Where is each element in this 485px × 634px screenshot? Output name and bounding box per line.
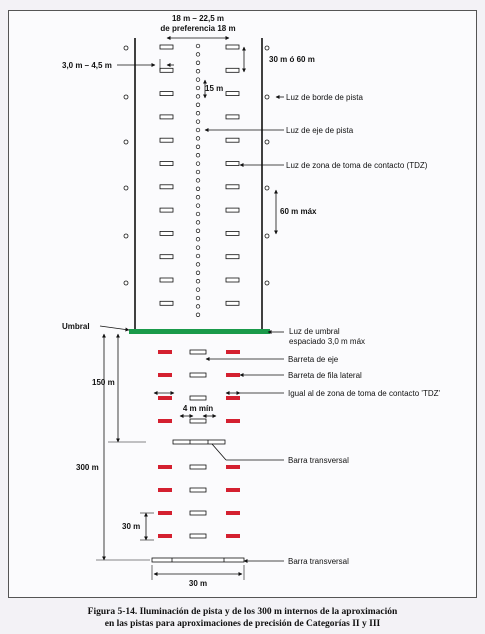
label-tdz-spacing: 30 m ó 60 m (269, 55, 315, 64)
label-tdz-light: Luz de zona de toma de contacto (TDZ) (286, 161, 428, 170)
tdz-barrette (160, 231, 173, 235)
label-center-light: Luz de eje de pista (286, 126, 354, 135)
center-light (196, 111, 200, 115)
center-light (196, 61, 200, 65)
label-min-4m: 4 m mín (182, 404, 214, 413)
label-side-barrette: Barreta de fila lateral (288, 371, 362, 380)
side-row-barrette (226, 488, 240, 492)
centre-barrette (190, 534, 206, 538)
tdz-barrette (160, 115, 173, 119)
center-light (196, 95, 200, 99)
tdz-barrette (160, 255, 173, 259)
edge-light (265, 46, 269, 50)
center-light (196, 279, 200, 283)
label-30m-left: 30 m (122, 522, 141, 531)
tdz-barrette (160, 68, 173, 72)
tdz-barrette (226, 138, 239, 142)
center-light (196, 103, 200, 107)
edge-light (124, 186, 128, 190)
label-300m: 300 m (76, 463, 99, 472)
side-row-barrette (158, 396, 172, 400)
label-threshold: Umbral (62, 322, 90, 331)
label-width-top: 18 m – 22,5 m (171, 14, 225, 23)
label-width-pref: de preferencia 18 m (160, 24, 236, 33)
center-light (196, 246, 200, 250)
side-row-barrette (226, 396, 240, 400)
edge-light (124, 95, 128, 99)
tdz-barrette (226, 45, 239, 49)
center-light (196, 263, 200, 267)
tdz-barrette (226, 115, 239, 119)
center-light (196, 170, 200, 174)
side-row-barrette (226, 419, 240, 423)
center-light (196, 288, 200, 292)
tdz-barrette (160, 138, 173, 142)
center-light (196, 313, 200, 317)
center-light (196, 145, 200, 149)
center-light (196, 187, 200, 191)
center-light (196, 212, 200, 216)
center-light (196, 237, 200, 241)
caption-line-2: en las pistas para aproximaciones de precisión de Categorías II y III (104, 619, 381, 629)
tdz-barrette (160, 278, 173, 282)
side-row-barrette (158, 488, 172, 492)
center-light (196, 296, 200, 300)
center-light (196, 195, 200, 199)
centre-barrette (190, 465, 206, 469)
center-light (196, 204, 200, 208)
crossbar-150m (173, 440, 225, 444)
caption-line-1: Figura 5-14. Iluminación de pista y de los 300 m internos de la aproximación (87, 607, 398, 617)
center-light (196, 120, 200, 124)
edge-light (124, 234, 128, 238)
side-row-barrette (226, 373, 240, 377)
label-threshold-light-1: Luz de umbral (289, 327, 340, 336)
crossbar-300m (152, 558, 244, 562)
tdz-barrette (226, 92, 239, 96)
centre-barrette (190, 511, 206, 515)
tdz-barrette (160, 162, 173, 166)
label-same-as-tdz: Igual al de zona de toma de contacto 'TDZ' (288, 389, 441, 398)
tdz-barrette (160, 185, 173, 189)
edge-light (265, 140, 269, 144)
label-threshold-light-2: espaciado 3,0 m máx (289, 337, 366, 346)
label-edge-max: 60 m máx (280, 207, 317, 216)
center-light (196, 179, 200, 183)
side-row-barrette (226, 534, 240, 538)
tdz-barrette (226, 208, 239, 212)
center-light (196, 221, 200, 225)
label-crossbar-1: Barra transversal (288, 456, 349, 465)
center-light (196, 78, 200, 82)
center-light (196, 162, 200, 166)
edge-light (265, 281, 269, 285)
tdz-barrette (226, 301, 239, 305)
label-centre-barrette: Barreta de eje (288, 355, 339, 364)
tdz-barrette (160, 92, 173, 96)
label-center-spacing: 15 m (205, 84, 224, 93)
centre-barrette (190, 488, 206, 492)
center-light (196, 137, 200, 141)
tdz-barrette (226, 278, 239, 282)
side-row-barrette (158, 350, 172, 354)
centre-barrette (190, 350, 206, 354)
center-light (196, 44, 200, 48)
centre-barrette (190, 419, 206, 423)
edge-light (124, 46, 128, 50)
label-30m-bottom: 30 m (188, 579, 208, 588)
center-light (196, 69, 200, 73)
figure-caption (0, 606, 485, 630)
side-row-barrette (158, 465, 172, 469)
edge-light (265, 186, 269, 190)
center-light (196, 86, 200, 90)
side-row-barrette (158, 534, 172, 538)
side-row-barrette (158, 419, 172, 423)
centre-barrette (190, 373, 206, 377)
tdz-barrette (226, 68, 239, 72)
tdz-barrette (226, 185, 239, 189)
tdz-barrette (160, 45, 173, 49)
threshold-light-bar (129, 329, 270, 334)
side-row-barrette (226, 465, 240, 469)
side-row-barrette (158, 511, 172, 515)
edge-light (124, 140, 128, 144)
centre-barrette (190, 396, 206, 400)
label-edge-light: Luz de borde de pista (286, 93, 363, 102)
label-tdz-gap: 3,0 m – 4,5 m (62, 61, 112, 70)
tdz-barrette (226, 231, 239, 235)
side-row-barrette (158, 373, 172, 377)
center-light (196, 153, 200, 157)
tdz-barrette (160, 208, 173, 212)
center-light (196, 128, 200, 132)
tdz-barrette (160, 301, 173, 305)
tdz-barrette (226, 162, 239, 166)
edge-light (124, 281, 128, 285)
center-light (196, 271, 200, 275)
tdz-barrette (226, 255, 239, 259)
center-light (196, 305, 200, 309)
edge-light (265, 95, 269, 99)
side-row-barrette (226, 511, 240, 515)
center-light (196, 229, 200, 233)
center-light (196, 53, 200, 57)
label-crossbar-2: Barra transversal (288, 557, 349, 566)
side-row-barrette (226, 350, 240, 354)
label-150m: 150 m (92, 378, 115, 387)
edge-light (265, 234, 269, 238)
center-light (196, 254, 200, 258)
